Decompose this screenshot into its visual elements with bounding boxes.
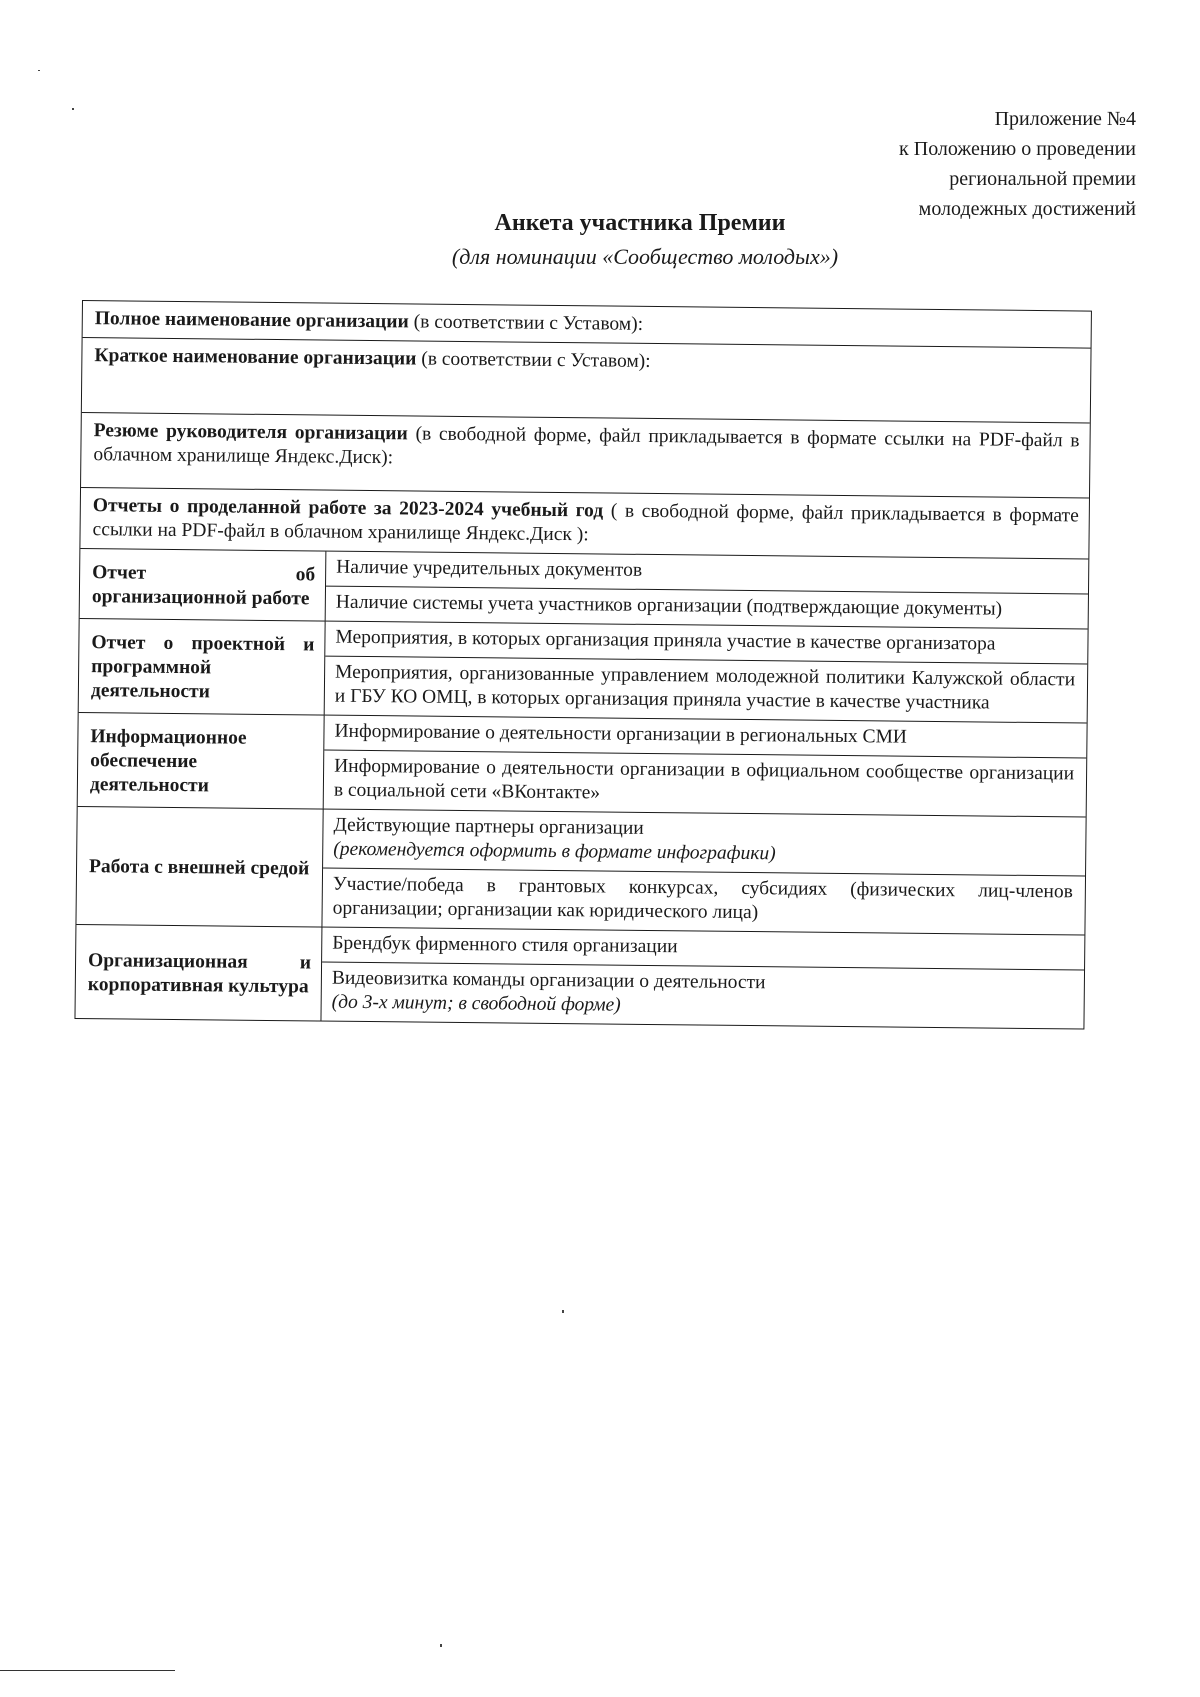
field-short-name[interactable] xyxy=(82,338,1091,424)
section-information xyxy=(78,713,1087,818)
report-item[interactable]: Информирование о деятельности организации в региональных СМИ xyxy=(324,716,1086,759)
scan-speck xyxy=(72,108,74,110)
appendix-line-2: к Положению о проведении xyxy=(899,138,1136,160)
section-project xyxy=(79,619,1088,724)
field-reports-hint: ( в свободной форме, файл прикладывается в формате ссылки на PDF-файл в облачном хранилище Яндекс.Диск ): xyxy=(92,500,1079,546)
report-item[interactable]: Информирование о деятельности организации в официальном сообществе организации в социальной сети «ВКонтакте» xyxy=(333,755,1075,804)
appendix-line-1: Приложение №4 xyxy=(994,108,1136,130)
item-note: (до 3-х минут; в свободной форме) xyxy=(331,991,621,1016)
section-culture xyxy=(75,925,1084,1029)
field-full-name-hint: (в соответствии с Уставом): xyxy=(408,311,644,335)
field-reports xyxy=(80,488,1089,560)
section-label: Информационное обеспечение деятельности xyxy=(89,725,247,796)
item-note: (рекомендуется оформить в формате инфографики) xyxy=(333,838,776,865)
report-item[interactable]: Брендбук фирменного стиля организации xyxy=(322,928,1084,971)
page-subtitle: (для номинации «Сообщество молодых») xyxy=(451,244,839,269)
report-item[interactable]: Участие/победа в грантовых конкурсах, субсидиях (физических лиц-членов организации; организации как юридического лица) xyxy=(332,873,1073,924)
field-full-name-label: Полное наименование организации xyxy=(94,308,409,333)
section-label: Отчет о проектной и программной деятельности xyxy=(90,631,315,702)
field-reports-label: Отчеты о проделанной работе за 2023-2024 учебный год xyxy=(92,495,604,522)
section-label: Отчет об организационной работе xyxy=(91,561,316,609)
section-label: Организационная и корпоративная культура xyxy=(87,949,312,997)
report-item[interactable]: Наличие учредительных документов xyxy=(326,552,1088,595)
field-resume-label: Резюме руководителя организации xyxy=(93,420,408,445)
appendix-line-4: молодежных достижений xyxy=(918,198,1136,220)
report-item[interactable]: Мероприятия, в которых организация приняла участие в качестве организатора xyxy=(325,622,1087,665)
page-title: Анкета участника Премии xyxy=(494,210,786,236)
section-label: Работа с внешней средой xyxy=(88,855,310,879)
report-item[interactable]: Наличие системы учета участников организации (подтверждающие документы) xyxy=(335,591,1003,620)
appendix-note xyxy=(899,104,1136,224)
report-item[interactable]: Мероприятия, организованные управлением молодежной политики Калужской области и ГБУ КО ОМЦ, в которых организация приняла участие в качестве участника xyxy=(334,661,1076,714)
scan-speck xyxy=(38,70,40,71)
report-item[interactable]: Видеовизитка команды организации о деятельности (до 3-х минут; в свободной форме) xyxy=(321,963,1084,1029)
questionnaire-table xyxy=(74,300,1091,1030)
report-item[interactable]: Действующие партнеры организации (рекомендуется оформить в формате инфографики) xyxy=(323,810,1086,877)
footnote-separator xyxy=(0,1670,175,1671)
scan-speck xyxy=(562,1310,564,1313)
appendix-line-3: региональной премии xyxy=(949,168,1136,190)
field-resume-hint: (в свободной форме, файл прикладывается в формате ссылки на PDF-файл в облачном хранилище Яндекс.Диск): xyxy=(93,423,1080,469)
scan-speck xyxy=(440,1644,442,1647)
field-short-name-label: Краткое наименование организации xyxy=(94,345,417,370)
field-short-name-hint: (в соответствии с Уставом): xyxy=(416,348,651,372)
section-external xyxy=(76,807,1085,936)
field-resume[interactable] xyxy=(81,413,1090,499)
section-organizational xyxy=(80,549,1089,630)
